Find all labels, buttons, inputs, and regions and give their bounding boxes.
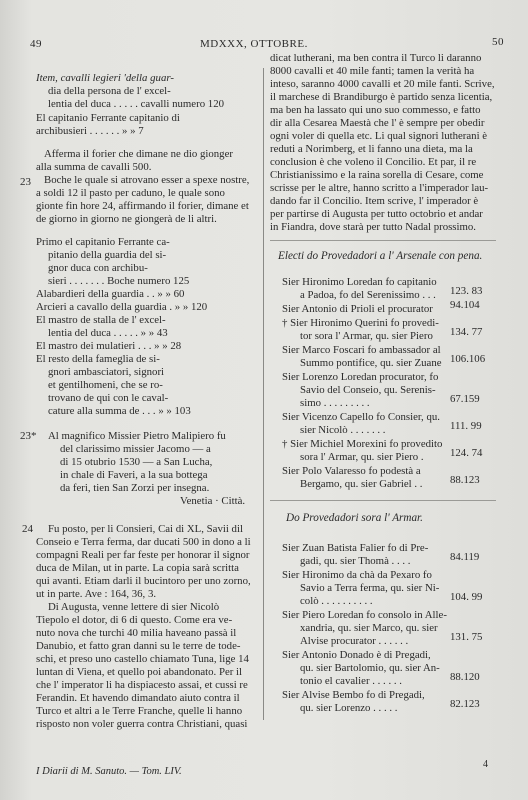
section-rule xyxy=(270,240,496,241)
entry-line: Sier Antonio Donado è di Pregadi, xyxy=(282,649,431,661)
margin-number: 23* xyxy=(20,430,37,442)
text-line: Ferandin. Et havendo dimandato aiuto contra il xyxy=(36,692,240,704)
vote-count: 106.106 xyxy=(450,353,486,365)
text-line: duca de Milan, ut in parte. La copia sarà scritta xyxy=(36,562,239,574)
margin-number: 24 xyxy=(22,523,33,535)
text-line: Al magnifico Missier Pietro Malipiero fu xyxy=(48,430,226,442)
text-line: Item, cavalli legieri 'della guar- xyxy=(36,72,174,84)
section-heading: Electi do Provedadori a l' Arsenale con pena. xyxy=(278,250,483,262)
text-line: El capitanio Ferrante capitanio di xyxy=(36,112,180,124)
entry-line: gadi, qu. sier Thomà . . . . xyxy=(300,555,411,567)
vote-count: 82.123 xyxy=(450,698,480,710)
text-line: ma ben ha lassato qui uno suo commesso, e fatto xyxy=(270,104,481,116)
text-line: trovano de qui con le caval- xyxy=(48,392,169,404)
entry-line: Sier Zuan Batista Falier fo di Pre- xyxy=(282,542,429,554)
entry-line: Alvise procurator . . . . . . xyxy=(300,635,409,647)
entry-line: a Padoa, fo del Serenissimo . . . xyxy=(300,289,436,301)
text-line: dicat lutherani, ma ben contra il Turco li daranno xyxy=(270,52,482,64)
text-line: luntan di Viena, et quello poi abandonato. Per il xyxy=(36,666,243,678)
entry-line: qu. sier Bartolomio, qu. sier An- xyxy=(300,662,440,674)
entry-line: xandria, qu. sier Marco, qu. sier xyxy=(300,622,438,634)
vote-count: 84.119 xyxy=(450,551,480,563)
entry-line: tor sora l' Armar, qu. sier Piero xyxy=(300,330,433,342)
entry-line: Sier Vicenzo Capello fo Consier, qu. xyxy=(282,411,440,423)
entry-line: Sier Piero Loredan fo consolo in Alle- xyxy=(282,609,447,621)
text-line: pitanio della guardia del si- xyxy=(48,249,167,261)
margin-number: 23 xyxy=(20,176,31,188)
text-line: Danubio, et fatto gran danni su le terre de tode- xyxy=(36,640,241,652)
text-line: ut in parte. Ave : 164, 36, 3. xyxy=(36,588,157,600)
text-line: scrisse per le altre, hanno scritto a l'imperador lau- xyxy=(270,182,489,194)
entry-line: † Sier Michiel Morexini fo provedito xyxy=(282,438,443,450)
entry-line: Sier Hironimo da chà da Pexaro fo xyxy=(282,569,432,581)
text-line: Boche le quale si atrovano esser a spexe nostre, xyxy=(44,174,250,186)
vote-count: 134. 77 xyxy=(450,326,483,338)
text-line: Di Augusta, venne lettere di sier Nicolò xyxy=(48,601,220,613)
entry-line: Savio a Terra ferma, qu. sier Ni- xyxy=(300,582,440,594)
vote-count: 88.123 xyxy=(450,474,480,486)
text-line: gnor duca con archibu- xyxy=(48,262,148,274)
text-line: risposto non voler guerra contra Christiani, quasi xyxy=(36,718,248,730)
entry-line: Sier Polo Valaresso fo podestà a xyxy=(282,465,421,477)
text-line: nuto nova che turchi 40 milia haveano passà il xyxy=(36,627,237,639)
vote-count: 67.159 xyxy=(450,393,480,405)
text-line: dia della persona de l' excel- xyxy=(48,85,171,97)
entry-line: † Sier Hironimo Querini fo provedi- xyxy=(282,317,439,329)
text-line: El resto della fameglia de si- xyxy=(36,353,160,365)
text-line: Alabardieri della guardia . . » » 60 xyxy=(36,288,185,300)
entry-line: qu. sier Lorenzo . . . . . xyxy=(300,702,398,714)
left-page-number: 49 xyxy=(30,38,42,50)
text-line: il marchese di Brandiburgo è partido senza licentia, xyxy=(270,91,493,103)
text-line: alla summa de cavalli 500. xyxy=(36,161,152,173)
text-line: lentia del duca . . . . . » » 43 xyxy=(48,327,168,339)
text-line: Christianissimo e la raina sorella di Cesare, come xyxy=(270,169,484,181)
vote-count: 94.104 xyxy=(450,299,480,311)
text-line: conclusion è che voleno il Concilio. Et par, il re xyxy=(270,156,477,168)
text-line: in Fiandra, dove starà per tutto Nadal prossimo. xyxy=(270,221,476,233)
vote-count: 104. 99 xyxy=(450,591,483,603)
section-rule xyxy=(270,500,496,501)
text-line: Afferma il forier che dimane ne dio gionger xyxy=(44,148,233,160)
entry-line: simo . . . . . . . . . xyxy=(300,397,370,409)
text-line: sieri . . . . . . . Boche numero 125 xyxy=(48,275,190,287)
entry-line: Sier Antonio di Prioli el procurator xyxy=(282,303,433,315)
text-line: et gentilhomeni, che se ro- xyxy=(48,379,163,391)
text-line: archibusieri . . . . . . » » 7 xyxy=(36,125,144,137)
entry-line: sier Nicolò . . . . . . . xyxy=(300,424,386,436)
text-line: cature alla summa de . . . » » 103 xyxy=(48,405,191,417)
text-line: lentia del duca . . . . . cavalli numero 120 xyxy=(48,98,224,110)
section-heading: Do Provedadori sora l' Armar. xyxy=(286,512,423,524)
signature: Venetia · Città. xyxy=(180,495,246,507)
vote-count: 111. 99 xyxy=(450,420,482,432)
entry-line: Sier Marco Foscari fo ambassador al xyxy=(282,344,441,356)
text-line: ogni voler di quella etc. Li qual signori lutherani è xyxy=(270,130,488,142)
text-line: dando far il Concilio. Item scrive, l' imperador è xyxy=(270,195,479,207)
entry-line: tonio el cavalier . . . . . . xyxy=(300,675,402,687)
vote-count: 131. 75 xyxy=(450,631,483,643)
text-line: Arcieri a cavallo della guardia . » » 120 xyxy=(36,301,208,313)
entry-line: Summo pontifice, qu. sier Zuane xyxy=(300,357,442,369)
text-line: a soldi 12 il pasto per caduno, le quale sono xyxy=(36,187,225,199)
text-line: del clarissimo missier Jacomo — a xyxy=(60,443,211,455)
entry-line: sora l' Armar, qu. sier Piero . xyxy=(300,451,424,463)
bottom-mark: 4 xyxy=(483,759,488,770)
text-line: gionte fin hore 24, affirmando il forier, dimane et xyxy=(36,200,249,212)
text-line: Conseio e Terra ferma, dar ducati 500 in dono a li xyxy=(36,536,251,548)
column-divider xyxy=(263,68,264,720)
entry-line: colò . . . . . . . . . . xyxy=(300,595,373,607)
entry-line: Sier Lorenzo Loredan procurator, fo xyxy=(282,371,439,383)
text-line: schi, et preso uno castello chiamato Tuna, lige 14 xyxy=(36,653,249,665)
vote-count: 88.120 xyxy=(450,671,480,683)
entry-line: Sier Alvise Bembo fo di Pregadi, xyxy=(282,689,425,701)
text-line: che l' imperator li ha dispiacesto assai, et cussi re xyxy=(36,679,248,691)
text-line: compagni Reali per far feste per honorar il signor xyxy=(36,549,250,561)
page-footer: I Diarii di M. Sanuto. — Tom. LIV. xyxy=(36,766,182,777)
text-line: reduti a Norimberg, et li fanno una dieta, ma la xyxy=(270,143,473,155)
text-line: de giorno in giorno ne giongerà de li altri. xyxy=(36,213,217,225)
running-title: MDXXX, OTTOBRE. xyxy=(200,38,308,50)
text-line: 8000 cavalli et 40 mile fanti; tamen la verità ha xyxy=(270,65,475,77)
text-line: Primo el capitanio Ferrante ca- xyxy=(36,236,170,248)
text-line: qui avanti. Etiam darli il bucintoro per uno zorno, xyxy=(36,575,251,587)
text-line: inteso, saranno 4000 cavalli et 20 mile fanti. Scrive, xyxy=(270,78,495,90)
entry-line: Sier Hironimo Loredan fo capitanio xyxy=(282,276,437,288)
vote-count: 123. 83 xyxy=(450,285,483,297)
text-line: per partirse di Augusta per tutto octobrio et andar xyxy=(270,208,483,220)
text-line: dir alla Cesarea Maestà che l' è sempre per obedir xyxy=(270,117,485,129)
text-line: Tiepolo el dotor, di 6 di questo. Come era ve- xyxy=(36,614,233,626)
text-line: da feri, tien San Zorzi per insegna. xyxy=(60,482,210,494)
text-line: El mastro de stalla de l' excel- xyxy=(36,314,166,326)
vote-count: 124. 74 xyxy=(450,447,483,459)
text-line: gnori ambasciatori, signori xyxy=(48,366,165,378)
right-page-number: 50 xyxy=(492,36,504,48)
text-line: di 15 otubrio 1530 — a San Lucha, xyxy=(60,456,213,468)
entry-line: Bergamo, qu. sier Gabriel . . xyxy=(300,478,423,490)
text-line: Fu posto, per li Consieri, Cai di XL, Savii dil xyxy=(48,523,243,535)
entry-line: Savio del Conseio, qu. Serenis- xyxy=(300,384,436,396)
text-line: in chale di Faveri, a la sua bottega xyxy=(60,469,208,481)
text-line: El mastro dei mulatieri . . . » » 28 xyxy=(36,340,182,352)
text-line: Turco et altri a le Terre Franche, quelle li hanno xyxy=(36,705,243,717)
